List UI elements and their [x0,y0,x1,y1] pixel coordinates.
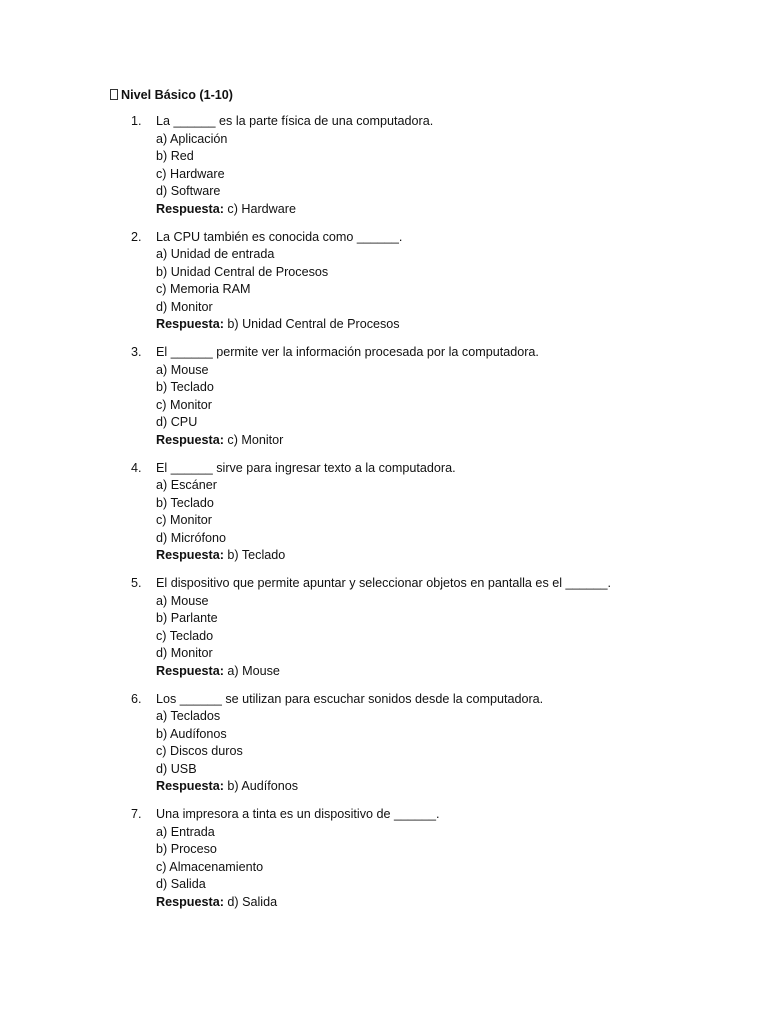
option-a: a) Escáner [156,478,217,492]
option-a: a) Aplicación [156,131,228,146]
question-text: Los ______ se utilizan para escuchar sonidos desde la computadora. [156,691,544,706]
answer-value: b) Unidad Central de Procesos [227,317,400,331]
question-item [0,229,768,345]
question-number: 7. [131,807,142,821]
question-text: La CPU también es conocida como ______. [156,229,403,244]
option-b: b) Teclado [156,495,214,510]
option-c: c) Teclado [156,628,214,643]
answer-label: Respuesta: [156,548,224,562]
question-item [0,344,768,460]
option-c: c) Memoria RAM [156,282,251,296]
question-list [0,113,768,922]
option-c: c) Monitor [156,397,212,412]
question-item [0,806,768,922]
question-text: El ______ permite ver la información procesada por la computadora. [156,345,539,359]
option-c: c) Monitor [156,513,212,527]
question-number: 6. [131,691,142,706]
question-text: Una impresora a tinta es un dispositivo de ______. [156,807,440,821]
question-item [0,460,768,576]
option-c: c) Hardware [156,166,225,181]
question-number: 4. [131,460,142,475]
option-a: a) Entrada [156,824,215,839]
option-c: c) Almacenamiento [156,859,264,874]
option-a: a) Mouse [156,593,209,608]
option-b: b) Proceso [156,842,217,856]
answer-label: Respuesta: [156,201,224,216]
question-body [156,229,746,334]
question-body [156,691,746,796]
answer-line [156,894,746,912]
answer-line [156,316,746,334]
option-c: c) Discos duros [156,744,243,758]
question-number: 3. [131,345,142,359]
option-b: b) Red [156,149,194,163]
question-number: 2. [131,229,142,244]
answer-value: b) Audífonos [227,779,299,793]
answer-value: c) Hardware [227,201,296,216]
answer-value: b) Teclado [227,548,286,562]
option-d: d) Monitor [156,646,213,660]
answer-label: Respuesta: [156,663,224,678]
option-b: b) Teclado [156,380,214,394]
missing-glyph-icon [110,89,118,100]
section-heading [110,87,233,103]
question-item [0,113,768,229]
question-number: 5. [131,576,142,590]
answer-line [156,778,746,796]
option-d: d) CPU [156,415,198,429]
option-b: b) Parlante [156,611,218,625]
option-d: d) USB [156,761,197,776]
answer-value: c) Monitor [227,432,284,447]
question-body [156,460,746,565]
answer-value: a) Mouse [227,663,280,678]
option-a: a) Mouse [156,362,209,377]
option-d: d) Monitor [156,299,213,314]
section-heading-text: Nivel Básico (1-10) [121,88,233,102]
question-body [156,113,746,218]
question-item [0,691,768,807]
option-b: b) Audífonos [156,726,227,741]
answer-line [156,201,746,219]
option-b: b) Unidad Central de Procesos [156,264,329,279]
answer-line [156,663,746,681]
answer-label: Respuesta: [156,779,224,793]
answer-value: d) Salida [227,894,278,909]
option-d: d) Software [156,184,221,198]
question-body [156,806,746,911]
answer-label: Respuesta: [156,317,224,331]
answer-label: Respuesta: [156,432,224,447]
answer-line [156,547,746,565]
answer-line [156,432,746,450]
question-text: El dispositivo que permite apuntar y seleccionar objetos en pantalla es el ______. [156,576,612,590]
question-item [0,575,768,691]
question-body [156,344,746,449]
option-d: d) Salida [156,877,206,891]
question-body [156,575,746,680]
question-number: 1. [131,114,142,128]
question-text: El ______ sirve para ingresar texto a la computadora. [156,460,456,475]
question-text: La ______ es la parte física de una computadora. [156,114,434,128]
option-a: a) Unidad de entrada [156,247,275,261]
option-a: a) Teclados [156,709,221,723]
option-d: d) Micrófono [156,530,226,545]
answer-label: Respuesta: [156,894,224,909]
